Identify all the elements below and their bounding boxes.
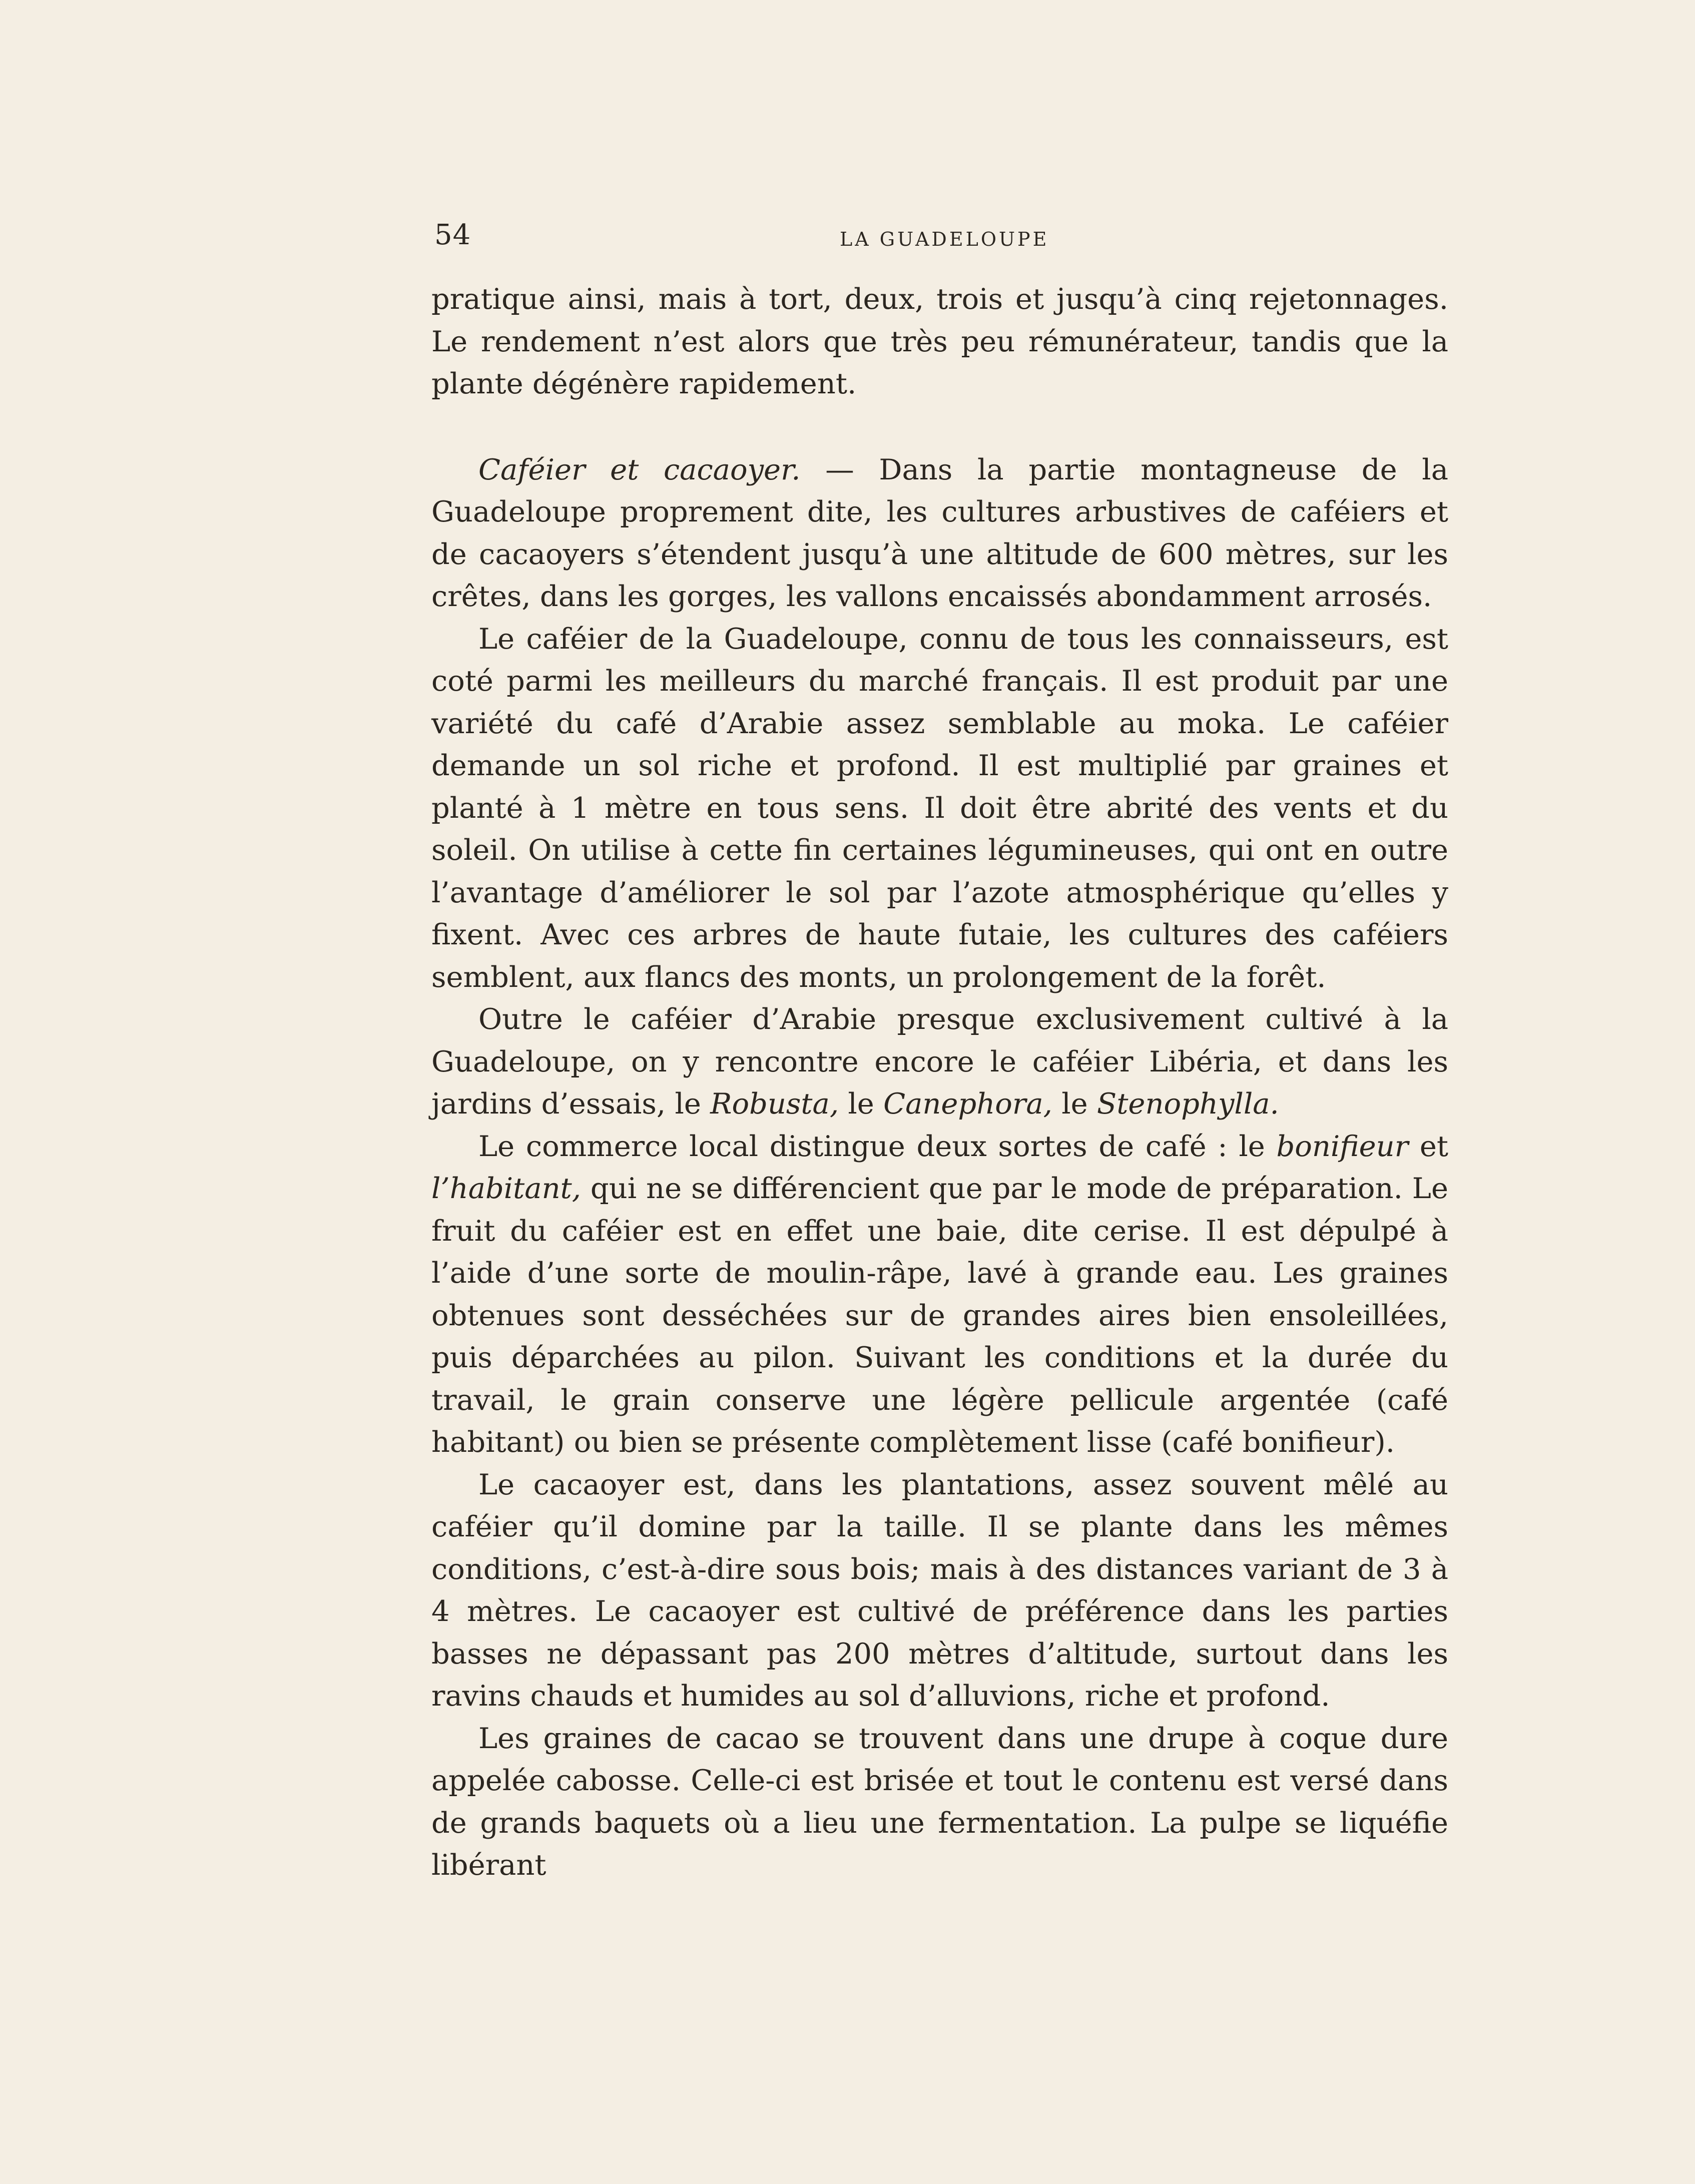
paragraph-text: et [1408, 1129, 1448, 1163]
paragraph-text: Le caféier de la Guadeloupe, connu de tous les connaisseurs, est coté parmi les meilleurs du marché français. Il est produit par une variété du café d’Arabie assez semblable au moka. Le caféier demande un sol riche et profond. Il est multiplié par graines et planté à 1 mètre en tous sens. Il doit être abrité des vents et du soleil. On utilise à cette fin certaines légumineuses, qui ont en outre l’avantage d’améliorer le sol par l’azote atmosphérique qu’elles y fixent. Avec ces arbres de haute futaie, les cultures des caféiers semblent, aux flancs des monts, un prolongement de la forêt. [431, 622, 1448, 994]
page-number: 54 [434, 219, 471, 251]
paragraph-cafeier-guadeloupe [431, 618, 1448, 999]
variety-canephora: Canephora, [883, 1087, 1052, 1121]
paragraph-text: le [839, 1087, 884, 1121]
paragraph-varieties [431, 998, 1448, 1126]
variety-robusta: Robusta, [710, 1087, 839, 1121]
paragraph-commerce [431, 1126, 1448, 1464]
page-header [434, 215, 1450, 255]
variety-stenophylla: Stenophylla. [1096, 1087, 1279, 1121]
paragraph-text: Les graines de cacao se trouvent dans une drupe à coque dure appelée cabosse. Celle-ci est brisée et tout le contenu est versé dans de grands baquets où a lieu une fermentation. La pulpe se liquéfie libérant [431, 1721, 1448, 1882]
term-bonifieur: bonifieur [1276, 1129, 1409, 1163]
paragraph-text: pratique ainsi, mais à tort, deux, trois et jusqu’à cinq rejetonnages. Le rendement n’est alors que très peu rémunérateur, tandis que la plante dégénère rapidement. [431, 282, 1448, 400]
running-title: LA GUADELOUPE [840, 228, 1049, 250]
paragraph-text: Le commerce local distingue deux sortes de café : le [478, 1129, 1277, 1163]
paragraph-cacaoyer [431, 1464, 1448, 1718]
body-text [431, 278, 1448, 1887]
paragraph-text: Outre le caféier d’Arabie presque exclusivement cultivé à la Guadeloupe, on y rencontre encore le caféier Libéria, et dans les jardins d’essais, le [431, 1002, 1448, 1121]
term-habitant: l’habitant, [431, 1172, 581, 1205]
paragraph-section-cafeier-cacaoyer [431, 449, 1448, 618]
paragraph-text: Le cacaoyer est, dans les plantations, assez souvent mêlé au caféier qu’il domine par la taille. Il se plante dans les mêmes conditions, c’est-à-dire sous bois; mais à des distances variant de 3 à 4 mètres. Le cacaoyer est cultivé de préférence dans les parties basses ne dépassant pas 200 mètres d’altitude, surtout dans les ravins chauds et humides au sol d’alluvions, riche et profond. [431, 1467, 1448, 1713]
paragraph-continuation [431, 278, 1448, 405]
section-heading: Caféier et cacaoyer. [478, 452, 801, 486]
paragraph-text: — Dans la partie montagneuse de la Guadeloupe proprement dite, les cultures arbustives de caféiers et de cacaoyers s’étendent jusqu’à une altitude de 600 mètres, sur les crêtes, dans les gorges, les vallons encaissés abondamment arrosés. [431, 452, 1448, 613]
paragraph-cacao-graines [431, 1718, 1448, 1887]
paragraph-text: le [1052, 1087, 1097, 1121]
paragraph-text: qui ne se différencient que par le mode de préparation. Le fruit du caféier est en effet une baie, dite cerise. Il est dépulpé à l’aide d’une sorte de moulin-râpe, lavé à grande eau. Les graines obtenues sont desséchées sur de grandes aires bien ensoleillées, puis déparchées au pilon. Suivant les conditions et la durée du travail, le grain conserve une légère pellicule argentée (café habitant) ou bien se présente complètement lisse (café bonifieur). [431, 1172, 1448, 1459]
